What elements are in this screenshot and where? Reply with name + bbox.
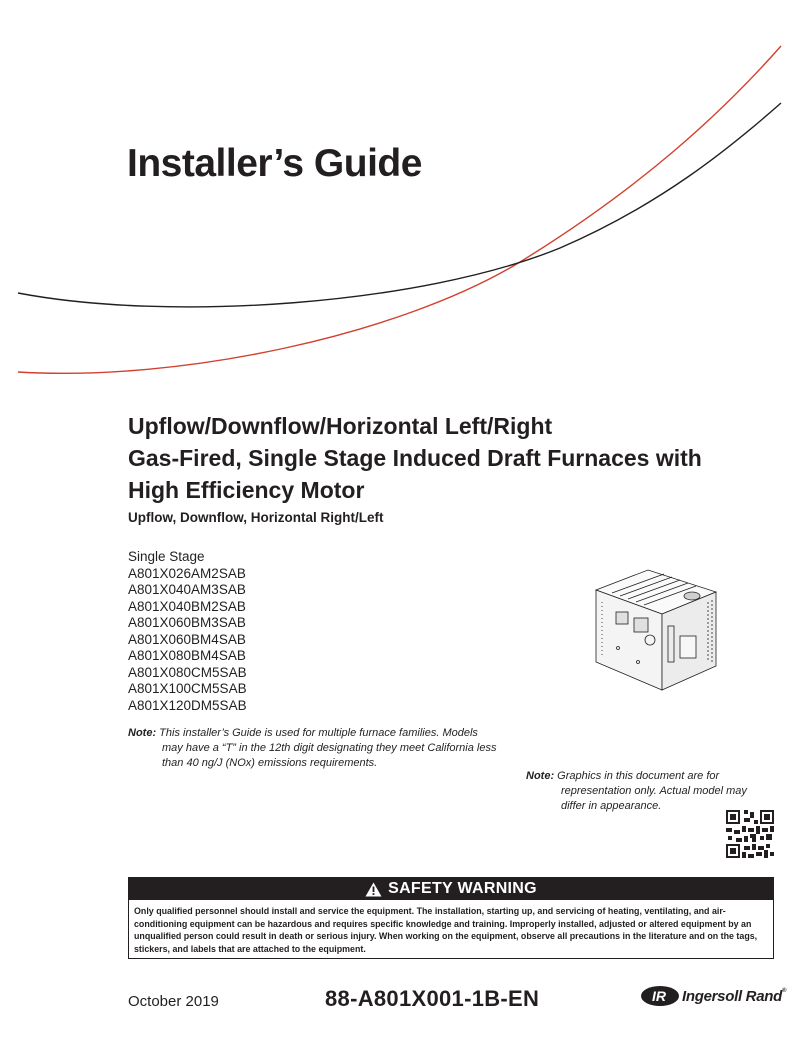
model-number: A801X026AM2SAB [128,565,246,581]
document-number: 88-A801X001-1B-EN [325,986,540,1011]
black-swoosh-curve [18,103,781,307]
model-number: A801X080BM4SAB [128,648,246,663]
safety-warning-header [129,878,773,900]
page-title: Installer’s Guide [127,142,422,185]
red-swoosh-curve [18,46,781,373]
note-furnace-families [128,726,548,771]
note-text-line: Graphics in this document are for [557,770,720,782]
note-text-line: differ in appearance. [561,800,662,812]
safety-warning-box [128,877,774,959]
model-number: A801X060BM3SAB [128,615,246,630]
note-text-line: representation only. Actual model may [561,785,747,797]
note-graphics-representation [526,769,786,814]
ingersoll-rand-logo [640,985,786,1007]
subtitle-line-2: Gas-Fired, Single Stage Induced Draft Furnaces with [128,445,702,471]
ir-logo-mark-icon [640,985,680,1007]
model-number: A801X120DM5SAB [128,697,247,713]
model-list [128,549,247,714]
furnace-illustration [588,562,724,694]
logo-mark-text: IR [652,988,666,1004]
airflow-configurations: Upflow, Downflow, Horizontal Right/Left [128,510,384,525]
note-text-line: This installer’s Guide is used for multiple furnace families. Models [159,727,478,739]
product-subtitle [128,410,768,506]
qr-code[interactable] [726,810,774,858]
stage-label: Single Stage [128,549,205,564]
safety-warning-heading: SAFETY WARNING [388,880,537,897]
note-label: Note: [526,770,555,782]
logo-brand-name: Ingersoll Rand [682,987,782,1005]
model-number: A801X100CM5SAB [128,681,247,696]
note-text-line: than 40 ng/J (NOx) emissions requirements. [162,757,378,769]
publication-date: October 2019 [128,993,219,1010]
model-number: A801X040AM3SAB [128,582,246,597]
note-text-line: may have a “T” in the 12th digit designating they meet California less [162,742,497,754]
note-label: Note: [128,727,157,739]
model-number: A801X040BM2SAB [128,598,246,614]
subtitle-line-3: High Efficiency Motor [128,477,365,503]
model-number: A801X080CM5SAB [128,664,247,680]
registered-mark: ® [781,987,787,994]
safety-warning-text: Only qualified personnel should install and service the equipment. The installation, starting up, and servicing of heating, ventilating, and air-conditioning equipment can be hazardous and requires specific knowledge and training. Improperly installed, adjusted or altered equipment by an unqualified person could result in death or serious injury. When working on the equipment, observe all precautions in the literature and on the tags, stickers, and labels that are attached to the equipment. [134,906,758,954]
warning-triangle-icon [365,882,382,897]
model-number: A801X060BM4SAB [128,631,246,647]
subtitle-line-1: Upflow/Downflow/Horizontal Left/Right [128,413,553,439]
